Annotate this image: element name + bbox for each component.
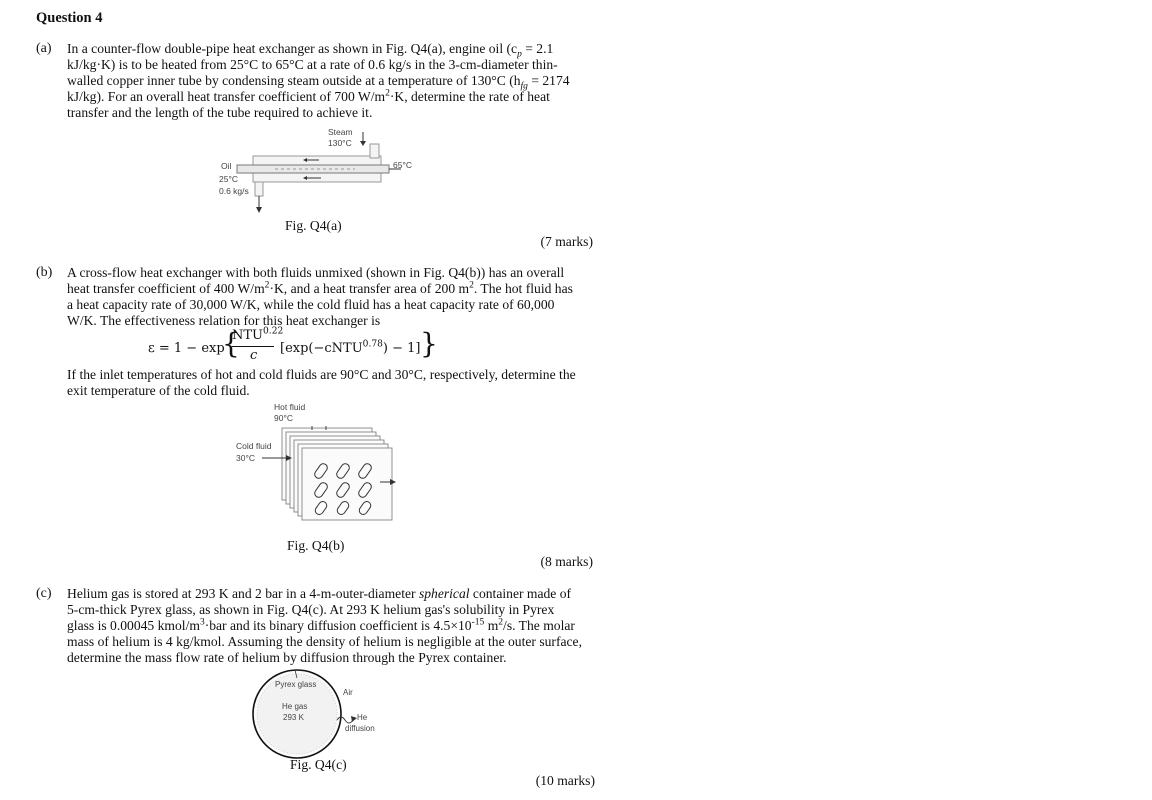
figure-q4a	[215, 124, 415, 216]
part-b-line-4: W/K. The effectiveness relation for this heat exchanger is	[67, 313, 381, 328]
part-c-text	[67, 586, 599, 666]
part-a-line-5: transfer and the length of the tube required to achieve it.	[67, 105, 373, 120]
figure-q4b	[232, 400, 402, 535]
marks-c: (10 marks)	[535, 773, 595, 788]
effectiveness-equation	[148, 328, 438, 368]
steam-label: Steam	[328, 127, 353, 137]
air-label: Air	[343, 688, 353, 697]
condensate-outlet	[255, 182, 263, 196]
part-a-line-1: In a counter-flow double-pipe heat exchanger as shown in Fig. Q4(a), engine oil ($c_p = 2.1$	[67, 41, 554, 60]
he-gas-temp: 293 K	[283, 713, 304, 722]
hot-fluid-temp: 90°C	[274, 413, 293, 423]
part-a-line-3: walled copper inner tube by condensing steam outside at a temperature of 130°C ($h_{fg} = 2174$	[67, 73, 570, 92]
part-a-line-2: kJ/kg·K) is to be heated from 25°C to 65°C at a rate of 0.6 kg/s in the 3-cm-diameter thin-	[67, 57, 558, 72]
eq-bracket: [exp(−cNTU$^{0.78}$) − 1]	[280, 339, 421, 356]
oil-rate: 0.6 kg/s	[219, 186, 249, 196]
part-a-label: (a)	[36, 41, 52, 56]
part-c-line-3: glass is 0.00045 kmol/$m^3\cdot bar$ and its binary diffusion coefficient is $4.5\times 10^{-15}$ $m^2/s$. The molar	[67, 617, 575, 633]
marks-b: (8 marks)	[540, 554, 593, 569]
steam-arrow-head	[360, 141, 366, 146]
oil-in-temp: 25°C	[219, 174, 238, 184]
part-c-line-5: determine the mass flow rate of helium by diffusion through the Pyrex container.	[67, 650, 507, 665]
eq-brace-right: }	[420, 327, 438, 360]
caption-q4b: Fig. Q4(b)	[287, 538, 345, 553]
figure-q4c	[245, 668, 395, 760]
eq-lhs: ε = 1 − exp	[148, 341, 225, 356]
steam-inlet-pipe	[370, 144, 379, 158]
part-c-line-4: mass of helium is 4 kg/kmol. Assuming the density of helium is negligible at the outer surface,	[67, 634, 582, 649]
diffusion-label: diffusion	[345, 724, 375, 733]
eq-fraction-bar	[232, 346, 274, 347]
caption-q4c: Fig. Q4(c)	[290, 757, 347, 772]
eq-numerator: $NTU^{0.22}$	[232, 326, 284, 343]
pyrex-label: Pyrex glass	[275, 680, 317, 689]
he-label: He	[357, 713, 368, 722]
he-gas-label: He gas	[282, 702, 308, 711]
part-c-line-2: 5-cm-thick Pyrex glass, as shown in Fig. Q4(c). At 293 K helium gas's solubility in Pyrex	[67, 602, 555, 617]
part-b-text	[67, 265, 593, 329]
cold-outflow-head	[390, 479, 396, 485]
cold-fluid-temp: 30°C	[236, 453, 255, 463]
condensate-arrow-head	[256, 207, 262, 213]
cold-fluid-label: Cold fluid	[236, 441, 272, 451]
oil-label: Oil	[221, 161, 232, 171]
part-b-line-6: exit temperature of the cold fluid.	[67, 383, 250, 398]
part-c-label: (c)	[36, 586, 52, 601]
eq-brace-left: {	[222, 327, 240, 360]
part-b-line-1: A cross-flow heat exchanger with both fluids unmixed (shown in Fig. Q4(b)) has an overall	[67, 265, 565, 280]
part-b-text-2	[67, 367, 593, 399]
question-title: Question 4	[36, 10, 103, 26]
part-b-line-5: If the inlet temperatures of hot and cold fluids are 90°C and 30°C, respectively, determine the	[67, 367, 576, 382]
part-b-label: (b)	[36, 265, 53, 280]
part-a-text	[67, 41, 593, 121]
marks-a: (7 marks)	[540, 234, 593, 249]
oil-out-temp: 65°C	[393, 160, 412, 170]
part-c-line-1: Helium gas is stored at 293 K and 2 bar in a 4-m-outer-diameter spherical container made of	[67, 586, 572, 601]
steam-temp: 130°C	[328, 138, 352, 148]
part-a-line-4: kJ/kg). For an overall heat transfer coefficient of 700 $W/m^2\cdot K$, determine the rate of heat	[67, 88, 550, 104]
caption-q4a: Fig. Q4(a)	[285, 218, 342, 233]
part-b-line-3: a heat capacity rate of 30,000 W/K, while the cold fluid has a heat capacity rate of 60,000	[67, 297, 555, 312]
hot-fluid-label: Hot fluid	[274, 402, 306, 412]
part-b-line-2: heat transfer coefficient of 400 $W/m^2\cdot K$, and a heat transfer area of 200 $m^2$. The hot fluid has	[67, 280, 573, 296]
eq-denominator: c	[250, 348, 258, 363]
